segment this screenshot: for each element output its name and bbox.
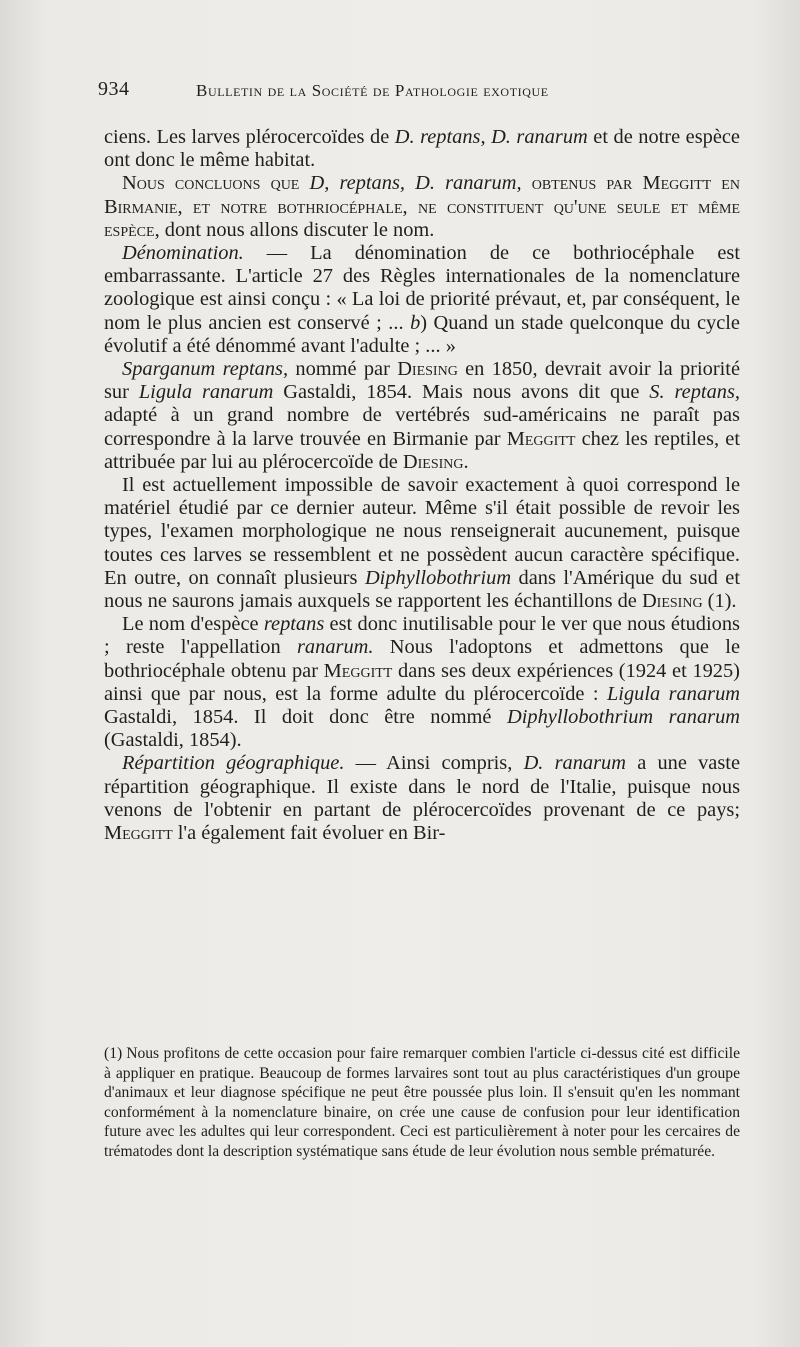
author-name: Meggitt [104,822,173,845]
text-run: dans l'Amérique du sud et nous ne saurons jamais auxquels se rapportent les échantillons de [104,566,741,613]
page-header [98,78,743,104]
italic-run: Ligula ranarum [138,381,274,404]
text-run: Gastaldi, 1854. Mais nous avons dit que [273,381,650,404]
italic-run: S. reptans, [649,381,740,404]
text-run: . [463,450,469,473]
italic-run: Diphyllobothrium ranarum [506,706,740,729]
italic-run: ranarum. [297,636,374,659]
paragraph-3 [104,242,740,358]
text-run: (Gastaldi, 1854). [104,729,242,752]
author-name: Diesing [397,358,458,381]
running-title: Bulletin de la Société de Pathologie exotique [196,81,549,100]
text-run: Gastaldi, 1854. Il doit donc être nommé [104,706,507,729]
text-run: dont nous allons discuter le nom. [159,218,435,241]
paragraph-2 [104,172,740,242]
paragraph-4 [104,358,740,474]
author-name: Diesing [641,590,703,613]
footnote-1 [104,1044,740,1162]
text-run: l'a également fait évoluer en Bir- [172,822,446,845]
author-name: Diesing [402,450,464,473]
text-run: — Ainsi compris, [344,752,524,775]
footnotes [104,1044,740,1162]
text-run: est donc inutilisable pour le ver que nous étudions ; reste l'appellation [104,613,740,659]
paragraph-7 [104,752,740,845]
text-run: et de notre espèce ont donc le même habitat. [104,126,740,172]
text-run: ) Quand un stade quelconque du cycle évolutif a été dénommé avant l'adulte ; ... » [104,311,740,357]
footnote-number: (1) [104,1045,123,1062]
paragraph-5 [104,474,740,613]
text-run: dans ses deux expériences (1924 et 1925) ainsi que par nous, est la forme adulte du plérocercoïde : [104,659,740,705]
italic-run: D, reptans, D. ranarum, [309,172,522,195]
text-run: nommé par [288,358,398,381]
smallcaps-run: obtenus par Meggitt en Birmanie, et notre bothriocéphale, ne constituent qu'une seule et même espèce, [104,172,740,241]
footnote-text: Nous profitons de cette occasion pour faire remarquer combien l'article ci-dessus cité est difficile à appliquer en pratique. Beaucoup de formes larvaires sont tout au plus caractéristiques d'un groupe d'animaux et leur diagnose spécifique ne peut être poussée plus loin. Il s'ensuit qu'en les nommant conformément à la nomenclature binaire, on crée une cause de confusion pour leur identification future avec les adultes qui leur correspondent. Ceci est particulièrement à noter pour les cercaires de trématodes dont la description systématique sans étude de leur évolution nous semble prématurée. [104,1045,740,1160]
smallcaps-run: Nous concluons que [122,172,310,195]
body-text [104,126,740,845]
text-run: (1). [702,590,737,613]
italic-run: D. ranarum [523,752,626,775]
section-heading: Dénomination. [122,242,244,265]
italic-run: Diphyllobothrium [364,566,512,589]
author-name: Meggitt [323,659,393,682]
text-run: adapté à un grand nombre de vertébrés sud-américains ne paraît pas correspondre à la larve trouvée en Birmanie par [104,404,740,450]
text-run: chez les reptiles, et attribuée par lui au plérocercoïde de [104,427,740,473]
text-run: en 1850, devrait avoir la priorité sur [104,358,740,404]
author-name: Meggitt [506,427,576,450]
text-run: ciens. Les larves plérocercoïdes de [104,126,395,148]
italic-run: Ligula ranarum [606,682,740,705]
text-run: a une vaste répartition géographique. Il existe dans le nord de l'Italie, puisque nous venons de l'obtenir en partant de plérocercoïdes provenant de ce pays; [104,752,741,821]
section-heading: Répartition géographique. [122,752,345,775]
text-run: Le nom d'espèce [122,613,264,636]
paragraph-6 [104,613,740,752]
text-run: Il est actuellement impossible de savoir exactement à quoi correspond le matériel étudié par ce dernier auteur. Même s'il était possible de revoir les types, l'examen morphologique ne nous renseignerait aucunement, puisque toutes ces larves se ressemblent et ne possèdent aucun caractère spécifique. En outre, on connaît plusieurs [104,474,740,589]
page-number: 934 [98,78,130,100]
italic-run: b [410,311,421,334]
italic-run: Sparganum reptans, [122,358,289,381]
paragraph-1 [104,126,740,172]
text-run: — La dénomination de ce bothriocéphale est embarrassante. L'article 27 des Règles internationales de la nomenclature zoologique est ainsi conçu : « La loi de priorité prévaut, et, par conséquent, le nom le plus ancien est conservé ; ... [104,242,740,334]
text-run: Nous l'adoptons et admettons que le bothriocéphale obtenu par [104,636,740,682]
italic-run: D. reptans, D. ranarum [394,126,588,148]
italic-run: reptans [263,613,325,636]
